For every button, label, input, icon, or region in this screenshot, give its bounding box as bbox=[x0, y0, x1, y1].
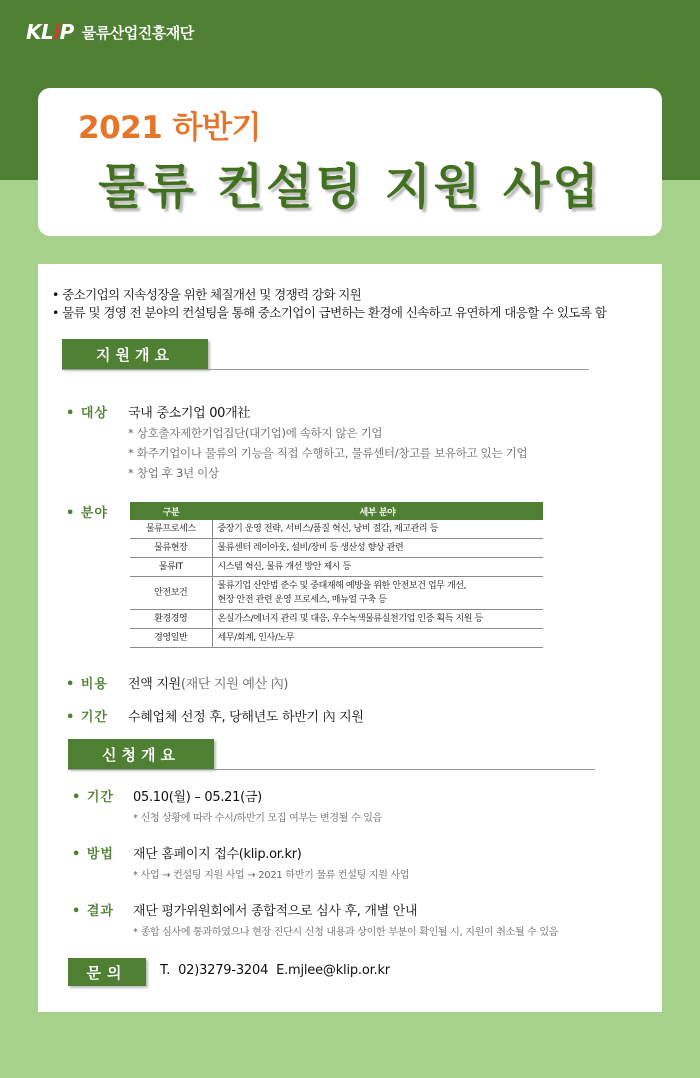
page-title: 물류 컨설팅 지원 사업 bbox=[98, 159, 602, 215]
apply-result-note: * 종합 심사에 통과하였으나 현장 진단시 신청 내용과 상이한 부분이 확인될 시, 지원이 취소될 수 있음 bbox=[133, 927, 559, 938]
brand bbox=[26, 18, 194, 46]
table-cell-category: 물류프로세스 bbox=[130, 520, 212, 539]
target-note: * 상호출자제한기업집단(대기업)에 속하지 않은 기업 bbox=[128, 426, 383, 440]
cost-label: • 비용 bbox=[66, 677, 108, 692]
period-text: 수혜업체 선정 후, 당해년도 하반기 內 지원 bbox=[128, 710, 364, 725]
section-tab-apply: 신청개요 bbox=[68, 739, 214, 769]
apply-method-text: 재단 홈페이지 접수(klip.or.kr) bbox=[133, 847, 302, 862]
target-note: * 화주기업이나 물류의 기능을 직접 수행하고, 물류센터/창고를 보유하고 있는 기업 bbox=[128, 446, 528, 460]
cost-text: 전액 지원(재단 지원 예산 內) bbox=[128, 677, 289, 692]
table-cell-detail: 중장기 운영 전략, 서비스/품질 혁신, 낭비 절감, 재고관리 등 bbox=[212, 520, 543, 539]
apply-period-text: 05.10(월) – 05.21(금) bbox=[133, 790, 262, 805]
section-tab-support: 지원개요 bbox=[62, 339, 208, 369]
title-subtitle: 2021 하반기 bbox=[78, 110, 261, 146]
table-cell-detail: 물류센터 레이아웃, 설비/장비 등 생산성 향상 관련 bbox=[212, 539, 543, 558]
intro-line: • 중소기업의 지속성장을 위한 체질개선 및 경쟁력 강화 지원 bbox=[52, 287, 362, 302]
brand-name: 물류산업진흥재단 bbox=[81, 23, 194, 42]
table-cell-category: 물류현장 bbox=[130, 539, 212, 558]
target-text: 국내 중소기업 00개社 bbox=[128, 406, 251, 421]
apply-result-label: • 결과 bbox=[72, 904, 114, 919]
table-row bbox=[130, 520, 543, 539]
detail-line: 물류기업 산안법 준수 및 중대재해 예방을 위한 안전보건 업무 개선, bbox=[217, 581, 467, 591]
table-header: 구분 bbox=[130, 502, 212, 520]
table-header: 세부 분야 bbox=[212, 502, 543, 520]
contact-info: T. 02)3279-3204 E.mjlee@klip.or.kr bbox=[160, 963, 390, 978]
klip-logo: KLiP bbox=[26, 20, 74, 44]
apply-method-label: • 방법 bbox=[72, 847, 114, 862]
table-cell-category: 환경경영 bbox=[130, 610, 212, 629]
apply-method-note: * 사업 → 컨설팅 지원 사업 → 2021 하반기 물류 컨설팅 지원 사업 bbox=[133, 870, 410, 881]
intro-text bbox=[52, 286, 662, 322]
section-divider bbox=[68, 769, 595, 770]
contact-tab: 문의 bbox=[68, 958, 146, 986]
table-row bbox=[130, 577, 543, 610]
table-row bbox=[130, 629, 543, 648]
table-cell-category: 안전보건 bbox=[130, 577, 212, 610]
table-cell-category: 경영일반 bbox=[130, 629, 212, 648]
table-row bbox=[130, 539, 543, 558]
table-cell-category: 물류IT bbox=[130, 558, 212, 577]
target-label: • 대상 bbox=[66, 406, 108, 421]
table-row bbox=[130, 610, 543, 629]
table-cell-detail: 세무/회계, 인사/노무 bbox=[212, 629, 543, 648]
table-header-row bbox=[130, 502, 543, 520]
table-cell-detail: 온실가스/에너지 관리 및 대응, 우수녹색물류실천기업 인증 획득 지원 등 bbox=[212, 610, 543, 629]
section-divider bbox=[62, 369, 589, 370]
detail-line: 현장 안전 관련 운영 프로세스, 매뉴얼 구축 등 bbox=[217, 595, 387, 605]
intro-line: • 물류 및 경영 전 분야의 컨설팅을 통해 중소기업이 급변하는 환경에 신속하고 유연하게 대응할 수 있도록 함 bbox=[52, 305, 607, 320]
table-cell-detail: 시스템 혁신, 물류 개선 방안 제시 등 bbox=[212, 558, 543, 577]
apply-result-text: 재단 평가위원회에서 종합적으로 심사 후, 개별 안내 bbox=[133, 904, 418, 919]
title-card bbox=[38, 88, 662, 236]
fields-label: • 분야 bbox=[66, 506, 108, 521]
period-label: • 기간 bbox=[66, 710, 108, 725]
table-cell-detail bbox=[212, 577, 543, 610]
fields-table bbox=[130, 502, 543, 648]
target-note: * 창업 후 3년 이상 bbox=[128, 466, 219, 480]
table-row bbox=[130, 558, 543, 577]
apply-period-note: * 신청 상황에 따라 수시/하반기 모집 여부는 변경될 수 있음 bbox=[133, 813, 382, 824]
apply-period-label: • 기간 bbox=[72, 790, 114, 805]
